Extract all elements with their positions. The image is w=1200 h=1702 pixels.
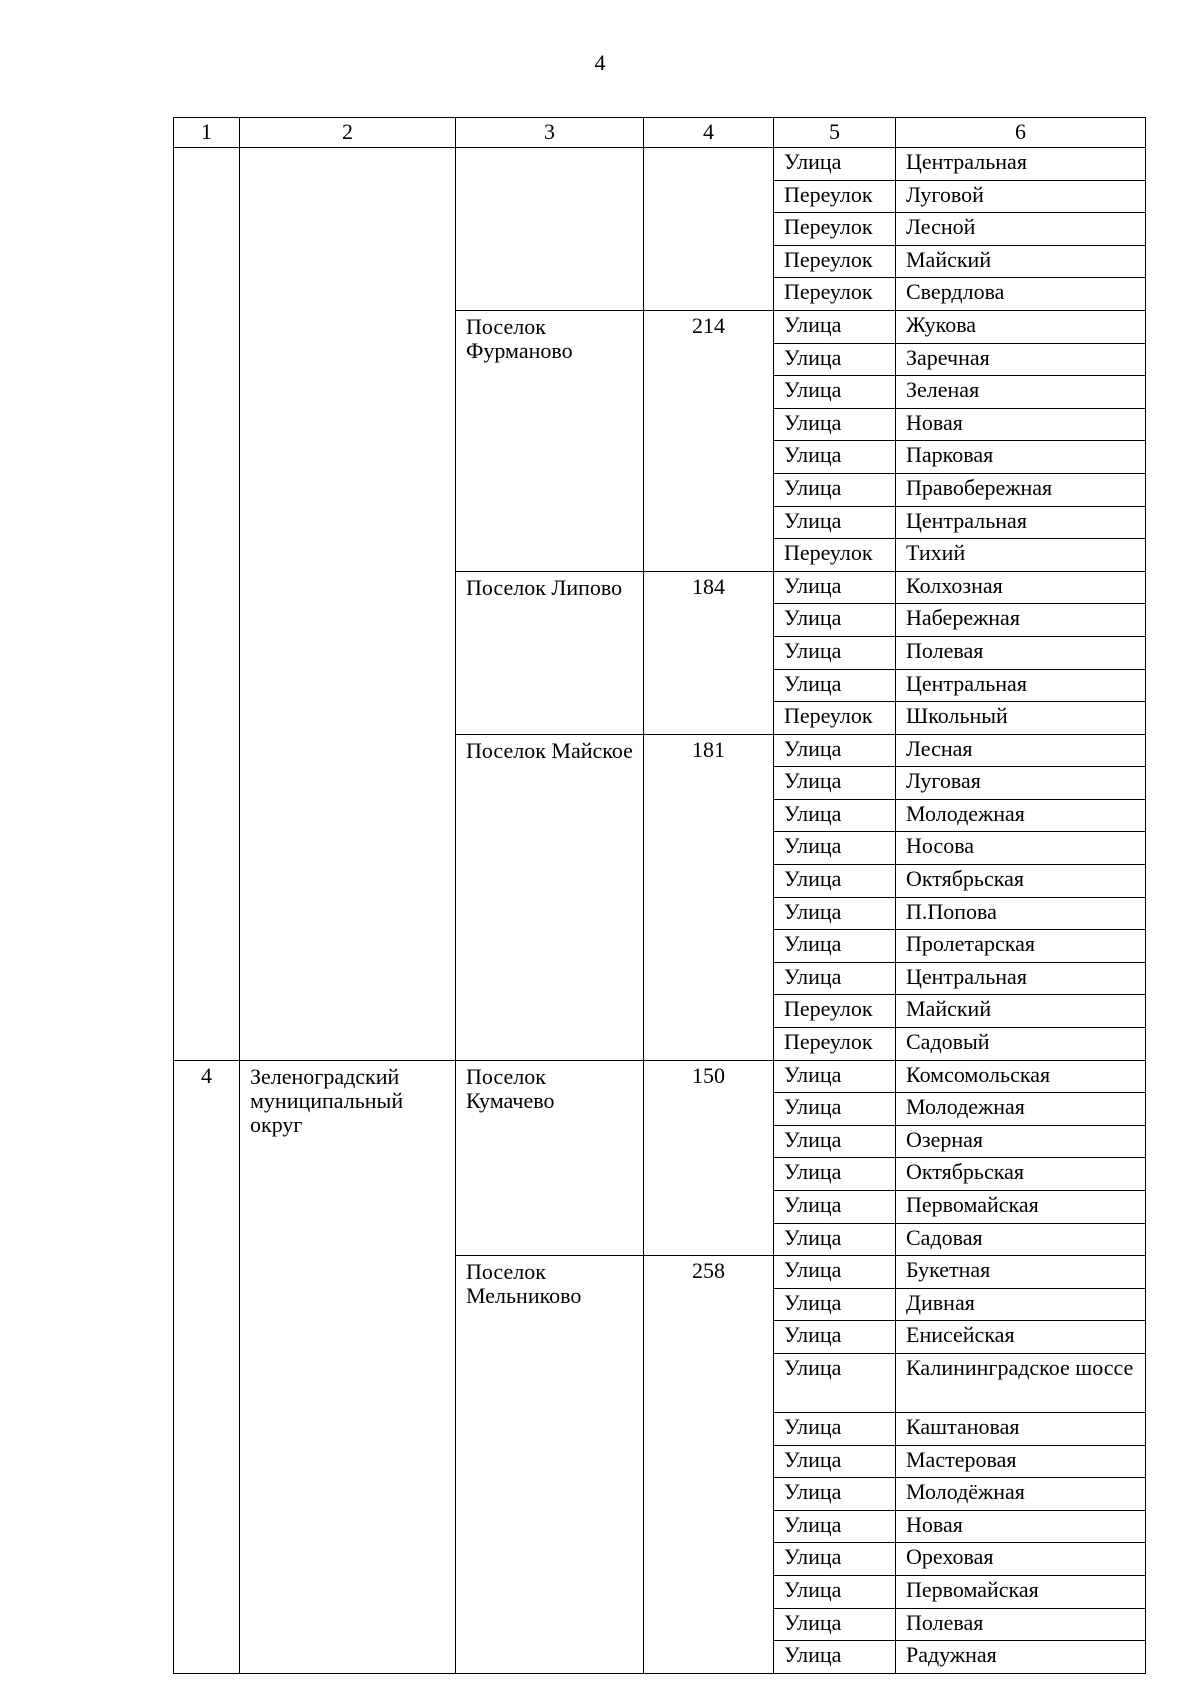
- street-name: Молодежная: [896, 1093, 1146, 1126]
- street-name: Тихий: [896, 539, 1146, 572]
- street-type: Улица: [774, 930, 896, 963]
- street-type: Улица: [774, 441, 896, 474]
- street-type: Улица: [774, 1445, 896, 1478]
- street-type: Улица: [774, 473, 896, 506]
- street-name: Садовый: [896, 1028, 1146, 1061]
- header-cell: 2: [240, 118, 456, 148]
- street-type: Улица: [774, 1412, 896, 1445]
- street-name: Новая: [896, 408, 1146, 441]
- street-name: Свердлова: [896, 278, 1146, 311]
- street-name: Радужная: [896, 1641, 1146, 1674]
- household-count: 181: [644, 734, 774, 1060]
- page-number: 4: [594, 50, 606, 75]
- street-name: Озерная: [896, 1125, 1146, 1158]
- header-cell: 5: [774, 118, 896, 148]
- street-name: Октябрьская: [896, 865, 1146, 898]
- household-count: 150: [644, 1060, 774, 1256]
- street-type: Улица: [774, 1510, 896, 1543]
- street-type: Улица: [774, 310, 896, 343]
- street-name: Лесная: [896, 734, 1146, 767]
- street-type: Улица: [774, 1158, 896, 1191]
- district-number: 4: [174, 1060, 240, 1673]
- street-name: Центральная: [896, 669, 1146, 702]
- street-type: Переулок: [774, 180, 896, 213]
- street-type: Улица: [774, 1353, 896, 1412]
- street-name: Октябрьская: [896, 1158, 1146, 1191]
- street-name: Садовая: [896, 1223, 1146, 1256]
- street-type: Улица: [774, 1223, 896, 1256]
- header-cell: 3: [456, 118, 644, 148]
- street-name: Первомайская: [896, 1575, 1146, 1608]
- settlement-name: Поселок Фурманово: [456, 310, 644, 571]
- street-type: Улица: [774, 767, 896, 800]
- street-type: Улица: [774, 734, 896, 767]
- street-type: Улица: [774, 1125, 896, 1158]
- street-name: Лесной: [896, 213, 1146, 246]
- street-type: Улица: [774, 1321, 896, 1354]
- street-name: Парковая: [896, 441, 1146, 474]
- street-type: Улица: [774, 865, 896, 898]
- table-row: [174, 1060, 1146, 1093]
- street-type: Улица: [774, 1093, 896, 1126]
- street-type: Переулок: [774, 539, 896, 572]
- street-type: Переулок: [774, 1028, 896, 1061]
- street-type: Улица: [774, 604, 896, 637]
- street-name: П.Попова: [896, 897, 1146, 930]
- street-type: Улица: [774, 571, 896, 604]
- street-name: Полевая: [896, 636, 1146, 669]
- street-name: Калининградское шоссе: [896, 1353, 1146, 1412]
- street-type: Улица: [774, 1256, 896, 1289]
- street-type: Улица: [774, 376, 896, 409]
- street-name: Набережная: [896, 604, 1146, 637]
- street-name: Жукова: [896, 310, 1146, 343]
- street-name: Майский: [896, 245, 1146, 278]
- household-count: 184: [644, 571, 774, 734]
- street-type: Переулок: [774, 278, 896, 311]
- street-name: Новая: [896, 1510, 1146, 1543]
- street-type: Улица: [774, 343, 896, 376]
- street-name: Луговая: [896, 767, 1146, 800]
- header-row: [174, 118, 1146, 148]
- settlement-name: Поселок Кумачево: [456, 1060, 644, 1256]
- street-name: Зеленая: [896, 376, 1146, 409]
- street-type: Переулок: [774, 213, 896, 246]
- street-type: Улица: [774, 1543, 896, 1576]
- table-row: [174, 148, 1146, 181]
- household-count: 258: [644, 1256, 774, 1674]
- street-type: Улица: [774, 148, 896, 181]
- street-type: Улица: [774, 799, 896, 832]
- street-type: Переулок: [774, 245, 896, 278]
- household-count-cell: [644, 148, 774, 311]
- street-name: Носова: [896, 832, 1146, 865]
- street-type: Улица: [774, 1575, 896, 1608]
- street-name: Пролетарская: [896, 930, 1146, 963]
- street-name: Центральная: [896, 506, 1146, 539]
- address-register-table: [173, 117, 1146, 1674]
- street-type: Улица: [774, 506, 896, 539]
- street-type: Улица: [774, 962, 896, 995]
- street-type: Улица: [774, 832, 896, 865]
- street-name: Луговой: [896, 180, 1146, 213]
- street-name: Первомайская: [896, 1191, 1146, 1224]
- street-name: Дивная: [896, 1288, 1146, 1321]
- settlement-cell: [456, 148, 644, 311]
- street-name: Правобережная: [896, 473, 1146, 506]
- street-name: Колхозная: [896, 571, 1146, 604]
- street-type: Улица: [774, 636, 896, 669]
- street-name: Полевая: [896, 1608, 1146, 1641]
- street-name: Енисейская: [896, 1321, 1146, 1354]
- street-type: Улица: [774, 1641, 896, 1674]
- street-type: Улица: [774, 1608, 896, 1641]
- settlement-name: Поселок Майское: [456, 734, 644, 1060]
- street-name: Центральная: [896, 962, 1146, 995]
- street-type: Улица: [774, 669, 896, 702]
- street-type: Улица: [774, 1478, 896, 1511]
- street-name: Школьный: [896, 702, 1146, 735]
- street-name: Комсомольская: [896, 1060, 1146, 1093]
- street-name: Каштановая: [896, 1412, 1146, 1445]
- street-type: Улица: [774, 408, 896, 441]
- street-name: Молодёжная: [896, 1478, 1146, 1511]
- street-type: Улица: [774, 1191, 896, 1224]
- street-name: Букетная: [896, 1256, 1146, 1289]
- street-type: Улица: [774, 897, 896, 930]
- street-name: Центральная: [896, 148, 1146, 181]
- street-type: Переулок: [774, 702, 896, 735]
- district-name-cell: [240, 148, 456, 1061]
- header-cell: 4: [644, 118, 774, 148]
- settlement-name: Поселок Липово: [456, 571, 644, 734]
- street-name: Молодежная: [896, 799, 1146, 832]
- district-number-cell: [174, 148, 240, 1061]
- street-type: Переулок: [774, 995, 896, 1028]
- header-cell: 1: [174, 118, 240, 148]
- header-cell: 6: [896, 118, 1146, 148]
- district-name: Зеленоградский муниципальный округ: [240, 1060, 456, 1673]
- street-name: Ореховая: [896, 1543, 1146, 1576]
- street-type: Улица: [774, 1060, 896, 1093]
- street-name: Мастеровая: [896, 1445, 1146, 1478]
- household-count: 214: [644, 310, 774, 571]
- settlement-name: Поселок Мельниково: [456, 1256, 644, 1674]
- street-name: Заречная: [896, 343, 1146, 376]
- street-name: Майский: [896, 995, 1146, 1028]
- street-type: Улица: [774, 1288, 896, 1321]
